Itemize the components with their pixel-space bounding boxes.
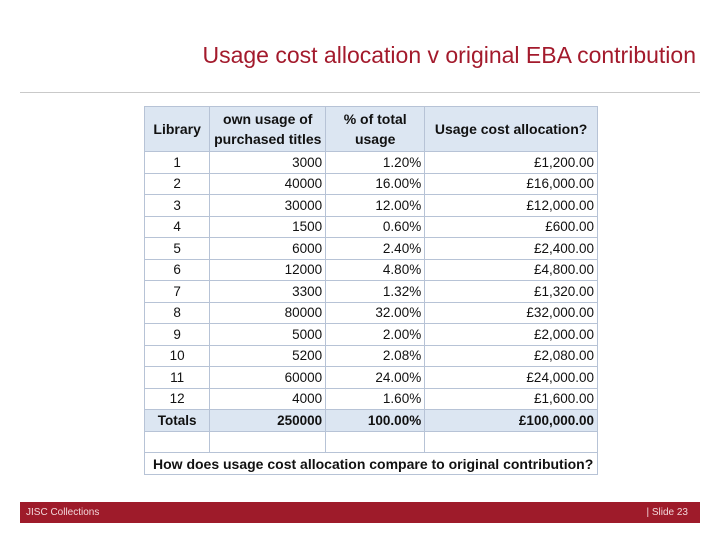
table-row bbox=[145, 302, 598, 324]
cost-cell: £600.00 bbox=[425, 216, 598, 238]
totals-label: Totals bbox=[145, 410, 210, 432]
usage-table-container bbox=[144, 106, 598, 475]
library-cell: 5 bbox=[145, 238, 210, 260]
cost-cell: £2,000.00 bbox=[425, 324, 598, 346]
percent-cell: 1.20% bbox=[326, 152, 425, 174]
question-text: How does usage cost allocation compare to original contribution? bbox=[145, 453, 598, 475]
usage-cell: 6000 bbox=[210, 238, 326, 260]
usage-cell: 40000 bbox=[210, 173, 326, 195]
cost-cell: £12,000.00 bbox=[425, 195, 598, 217]
table-header-row bbox=[145, 107, 598, 152]
table-row bbox=[145, 173, 598, 195]
cost-cell: £1,200.00 bbox=[425, 152, 598, 174]
table-row bbox=[145, 367, 598, 389]
usage-cell: 5000 bbox=[210, 324, 326, 346]
percent-cell: 12.00% bbox=[326, 195, 425, 217]
library-cell: 8 bbox=[145, 302, 210, 324]
header-own-usage: own usage of purchased titles bbox=[210, 107, 326, 152]
totals-percent: 100.00% bbox=[326, 410, 425, 432]
cost-cell: £1,600.00 bbox=[425, 388, 598, 410]
blank-row bbox=[145, 432, 598, 453]
blank-cell bbox=[145, 432, 210, 453]
cost-cell: £32,000.00 bbox=[425, 302, 598, 324]
usage-cell: 3000 bbox=[210, 152, 326, 174]
usage-cost-table bbox=[144, 106, 598, 475]
library-cell: 9 bbox=[145, 324, 210, 346]
header-library: Library bbox=[145, 107, 210, 152]
usage-cell: 80000 bbox=[210, 302, 326, 324]
library-cell: 12 bbox=[145, 388, 210, 410]
library-cell: 3 bbox=[145, 195, 210, 217]
footer-bar bbox=[20, 502, 700, 523]
totals-cost: £100,000.00 bbox=[425, 410, 598, 432]
blank-cell bbox=[425, 432, 598, 453]
library-cell: 4 bbox=[145, 216, 210, 238]
footer-slide-number: | Slide 23 bbox=[646, 507, 688, 518]
usage-cell: 12000 bbox=[210, 259, 326, 281]
cost-cell: £16,000.00 bbox=[425, 173, 598, 195]
cost-cell: £1,320.00 bbox=[425, 281, 598, 303]
footer-organization: JISC Collections bbox=[26, 507, 100, 518]
library-cell: 10 bbox=[145, 345, 210, 367]
table-body bbox=[145, 152, 598, 410]
table-row bbox=[145, 152, 598, 174]
library-cell: 7 bbox=[145, 281, 210, 303]
percent-cell: 2.40% bbox=[326, 238, 425, 260]
usage-cell: 30000 bbox=[210, 195, 326, 217]
percent-cell: 24.00% bbox=[326, 367, 425, 389]
percent-cell: 1.60% bbox=[326, 388, 425, 410]
percent-cell: 32.00% bbox=[326, 302, 425, 324]
cost-cell: £4,800.00 bbox=[425, 259, 598, 281]
library-cell: 6 bbox=[145, 259, 210, 281]
library-cell: 2 bbox=[145, 173, 210, 195]
totals-row bbox=[145, 410, 598, 432]
table-row bbox=[145, 238, 598, 260]
percent-cell: 4.80% bbox=[326, 259, 425, 281]
usage-cell: 5200 bbox=[210, 345, 326, 367]
percent-cell: 2.08% bbox=[326, 345, 425, 367]
table-row bbox=[145, 195, 598, 217]
table-row bbox=[145, 388, 598, 410]
totals-usage: 250000 bbox=[210, 410, 326, 432]
slide-title: Usage cost allocation v original EBA contribution bbox=[202, 42, 696, 68]
title-divider bbox=[20, 92, 700, 93]
header-percent-usage: % of total usage bbox=[326, 107, 425, 152]
table-row bbox=[145, 216, 598, 238]
usage-cell: 3300 bbox=[210, 281, 326, 303]
cost-cell: £2,080.00 bbox=[425, 345, 598, 367]
cost-cell: £2,400.00 bbox=[425, 238, 598, 260]
blank-cell bbox=[210, 432, 326, 453]
header-cost-allocation: Usage cost allocation? bbox=[425, 107, 598, 152]
table-row bbox=[145, 324, 598, 346]
usage-cell: 4000 bbox=[210, 388, 326, 410]
table-row bbox=[145, 345, 598, 367]
usage-cell: 60000 bbox=[210, 367, 326, 389]
percent-cell: 0.60% bbox=[326, 216, 425, 238]
table-row bbox=[145, 281, 598, 303]
blank-cell bbox=[326, 432, 425, 453]
percent-cell: 1.32% bbox=[326, 281, 425, 303]
usage-cell: 1500 bbox=[210, 216, 326, 238]
cost-cell: £24,000.00 bbox=[425, 367, 598, 389]
question-row bbox=[145, 453, 598, 475]
library-cell: 1 bbox=[145, 152, 210, 174]
percent-cell: 2.00% bbox=[326, 324, 425, 346]
table-row bbox=[145, 259, 598, 281]
library-cell: 11 bbox=[145, 367, 210, 389]
percent-cell: 16.00% bbox=[326, 173, 425, 195]
